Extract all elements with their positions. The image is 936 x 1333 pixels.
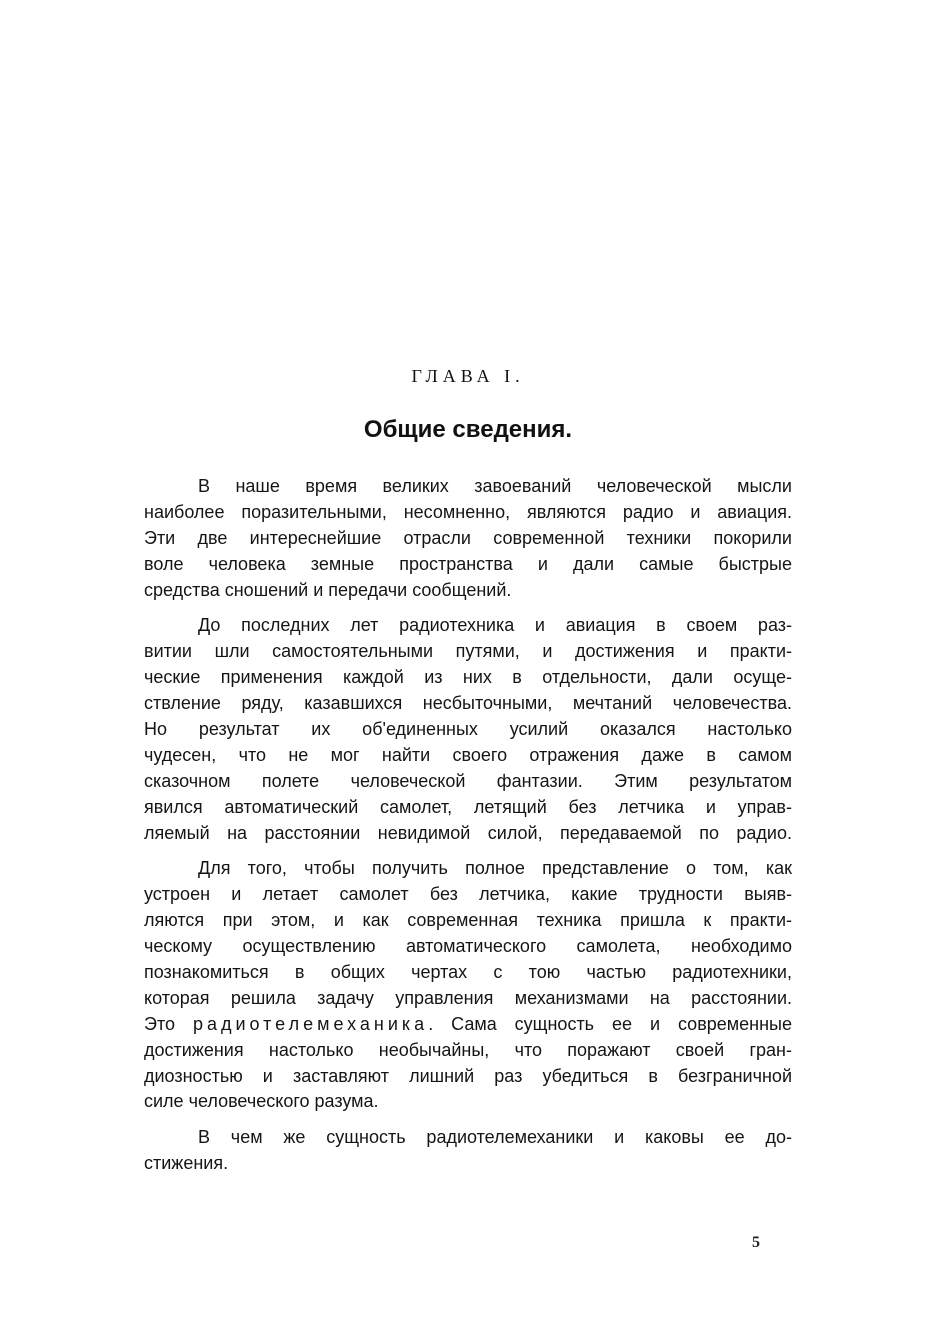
text-line: которая решила задачу управления механизмами на расстоянии. [144,987,792,1008]
text-line: Но результат их об'единенных усилий оказался настолько [144,719,792,740]
paragraph-gap [144,846,792,856]
paragraph-gap [144,603,792,613]
paragraph-4 [144,1125,792,1177]
body-text [144,474,792,1177]
text-line: Эти две интереснейшие отрасли современной техники покорили [144,527,792,548]
text-line: ческому осуществлению автоматического самолета, необходимо [144,936,792,957]
text-fragment: Это [144,1013,193,1034]
paragraph-2 [144,613,792,846]
text-line: чудесен, что не мог найти своего отражения даже в самом [144,744,792,765]
text-line: ческие применения каждой из них в отдельности, дали осуще- [144,667,792,688]
text-fragment: . Сама сущность ее и современные [428,1013,792,1034]
text-line: ствление ряду, казавшихся несбыточными, мечтаний человечества. [144,693,792,714]
text-line: средства сношений и передачи сообщений. [144,579,512,600]
text-line: сказочном полете человеческой фантазии. Этим результатом [144,770,792,791]
page-number: 5 [752,1234,760,1251]
paragraph-3 [144,856,792,1115]
text-line: В наше время великих завоеваний человеческой мысли [198,476,792,496]
chapter-label: ГЛАВА I. [411,366,525,386]
text-line: познакомиться в общих чертах с тою частью радиотехники, [144,962,792,983]
text-line: стижения. [144,1153,229,1174]
text-line: Для того, чтобы получить полное представление о том, как [198,858,792,879]
text-line: наиболее поразительными, несомненно, являются радио и авиация. [144,501,792,522]
text-line: ляются при этом, и как современная техника пришла к практи- [144,910,792,931]
text-line: диозностью и заставляют лишний раз убедиться в безграничной [144,1065,792,1086]
text-line: устроен и летает самолет без летчика, какие трудности выяв- [144,884,792,905]
text-line: воле человека земные пространства и дали самые быстрые [144,553,792,574]
text-line: До последних лет радиотехника и авиация в своем раз- [198,615,792,636]
text-line: силе человеческого разума. [144,1091,379,1112]
text-line: ляемый на расстоянии невидимой силой, передаваемой по радио. [144,822,792,843]
text-line [144,1012,792,1038]
paragraph-gap [144,1115,792,1125]
emphasized-term: радиотелемеханика [192,1013,429,1034]
text-line: В чем же сущность радиотелемеханики и каковы ее до- [198,1127,792,1148]
text-line: витии шли самостоятельными путями, и достижения и практи- [144,641,792,662]
chapter-title: Общие сведения. [363,416,573,443]
text-line: достижения настолько необычайны, что поражают своей гран- [144,1039,792,1060]
paragraph-1 [144,474,792,603]
text-line: явился автоматический самолет, летящий без летчика и управ- [144,796,792,817]
